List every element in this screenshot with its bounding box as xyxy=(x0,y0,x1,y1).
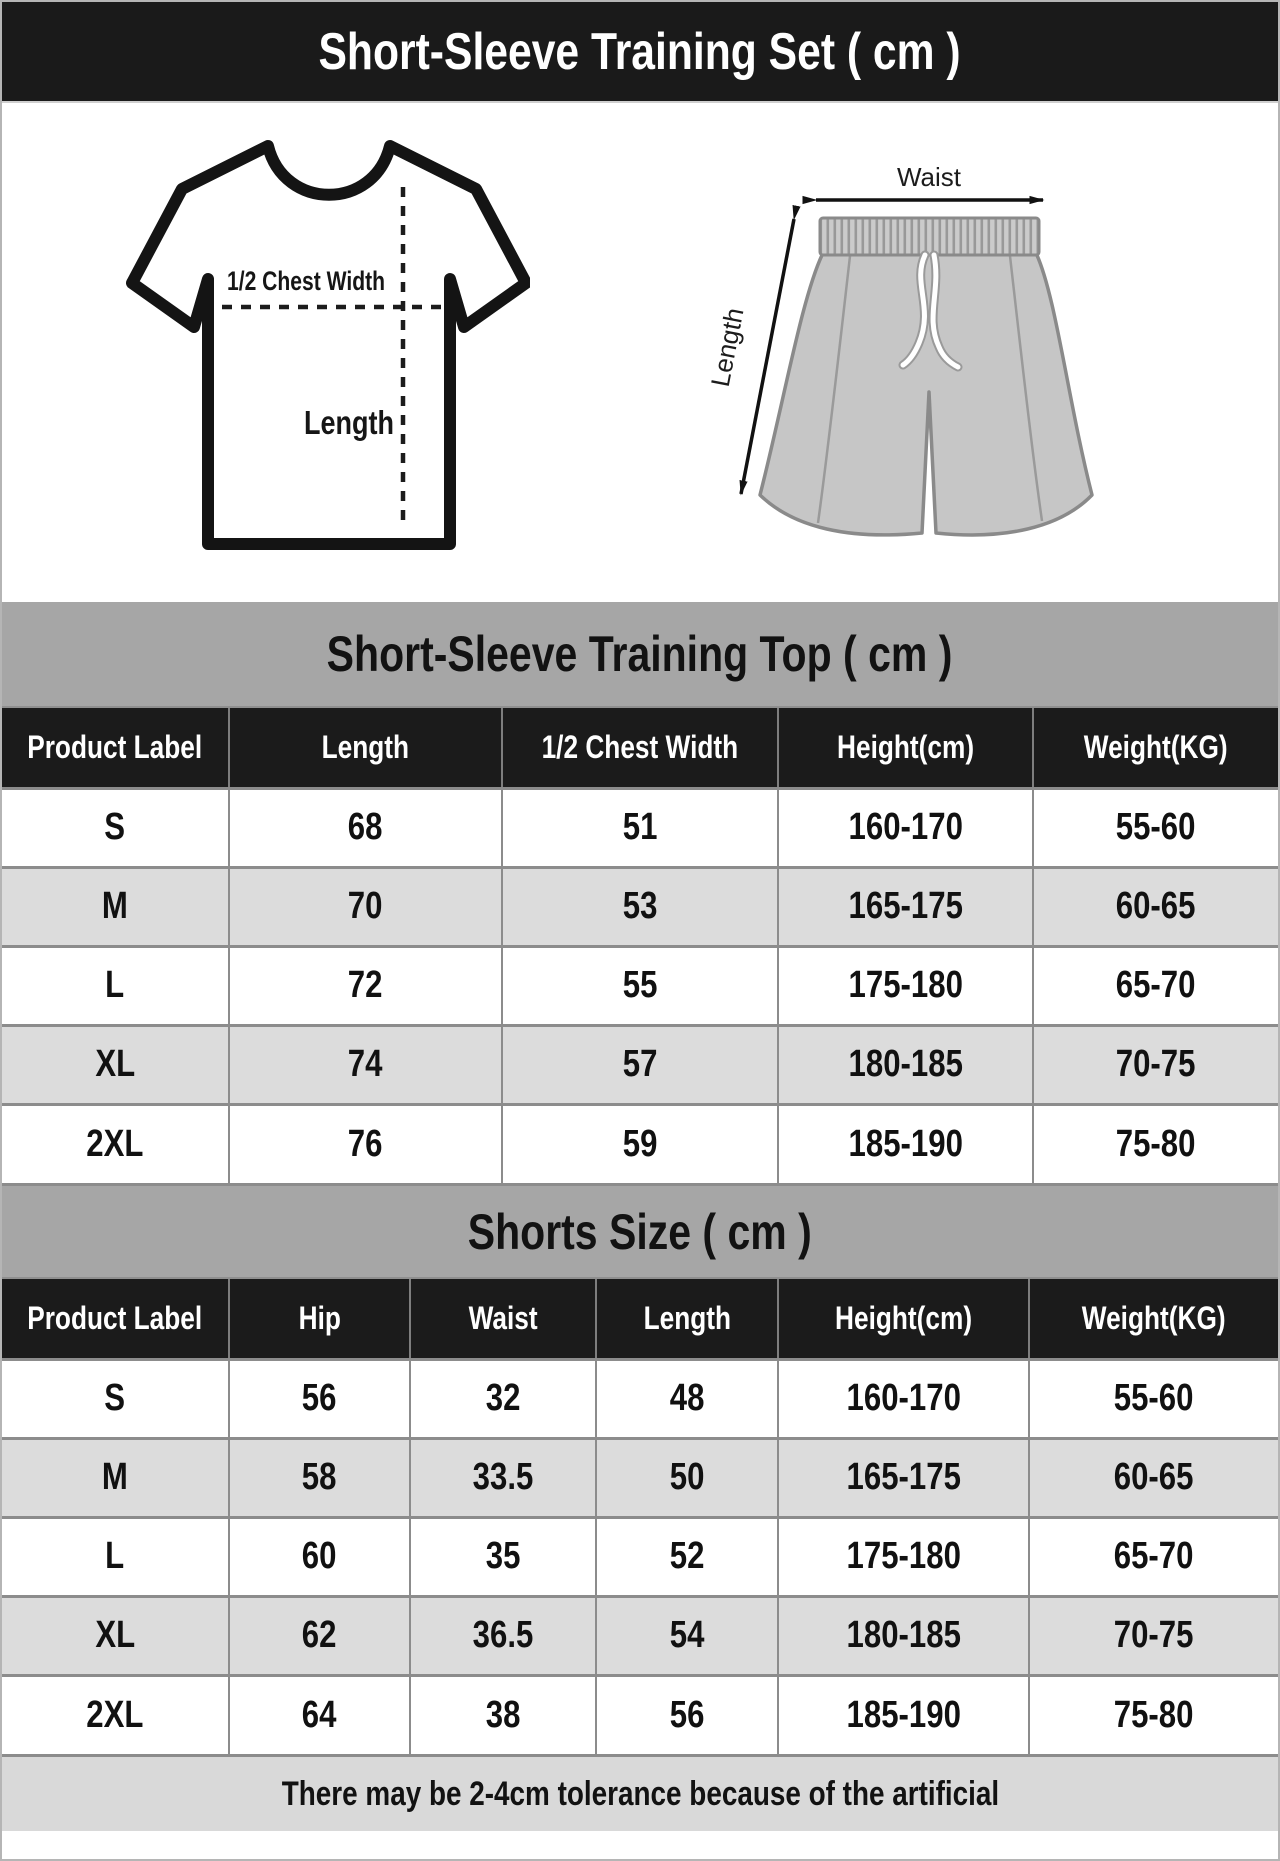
table-row-2xl xyxy=(2,1675,1278,1754)
cell: 48 xyxy=(596,1359,778,1438)
cell: 51 xyxy=(502,788,778,867)
cell: L xyxy=(2,946,229,1025)
cell: 68 xyxy=(229,788,502,867)
column-header-product-label: Product Label xyxy=(2,1279,229,1359)
tolerance-note-text: There may be 2-4cm tolerance because of the artificial xyxy=(281,1774,999,1813)
top-table-banner xyxy=(2,602,1278,708)
column-header-height: Height(cm) xyxy=(778,708,1033,788)
table-row-s xyxy=(2,788,1278,867)
cell: 75-80 xyxy=(1029,1675,1278,1754)
cell: 60-65 xyxy=(1029,1438,1278,1517)
cell: 70-75 xyxy=(1029,1596,1278,1675)
column-header-waist: Waist xyxy=(410,1279,596,1359)
shorts-diagram-icon xyxy=(642,131,1102,561)
cell: 62 xyxy=(229,1596,410,1675)
cell: 54 xyxy=(596,1596,778,1675)
top-size-table xyxy=(2,708,1278,1183)
cell: 55-60 xyxy=(1033,788,1278,867)
cell: 76 xyxy=(229,1104,502,1183)
cell: 55-60 xyxy=(1029,1359,1278,1438)
tshirt-diagram-icon xyxy=(110,131,530,571)
table-row-s xyxy=(2,1359,1278,1438)
cell: 55 xyxy=(502,946,778,1025)
cell: 38 xyxy=(410,1675,596,1754)
cell: 180-185 xyxy=(778,1596,1029,1675)
cell: 70 xyxy=(229,867,502,946)
cell: 59 xyxy=(502,1104,778,1183)
cell: L xyxy=(2,1517,229,1596)
page-title-banner xyxy=(2,2,1278,103)
cell: 2XL xyxy=(2,1675,229,1754)
cell: 70-75 xyxy=(1033,1025,1278,1104)
top-table-title: Short-Sleeve Training Top ( cm ) xyxy=(327,626,953,682)
cell: 35 xyxy=(410,1517,596,1596)
cell: 65-70 xyxy=(1033,946,1278,1025)
tshirt-outline xyxy=(132,146,526,544)
cell: 65-70 xyxy=(1029,1517,1278,1596)
cell: 2XL xyxy=(2,1104,229,1183)
cell: 52 xyxy=(596,1517,778,1596)
cell: 185-190 xyxy=(778,1675,1029,1754)
shorts-table-banner xyxy=(2,1183,1278,1279)
cell: S xyxy=(2,788,229,867)
cell: 160-170 xyxy=(778,1359,1029,1438)
column-header-hip: Hip xyxy=(229,1279,410,1359)
column-header-weight: Weight(KG) xyxy=(1029,1279,1278,1359)
measurement-diagrams xyxy=(2,103,1278,602)
top-table-header-row xyxy=(2,708,1278,788)
table-row-xl xyxy=(2,1596,1278,1675)
cell: 175-180 xyxy=(778,1517,1029,1596)
cell: 56 xyxy=(596,1675,778,1754)
cell: 33.5 xyxy=(410,1438,596,1517)
cell: 56 xyxy=(229,1359,410,1438)
table-row-m xyxy=(2,1438,1278,1517)
cell: 57 xyxy=(502,1025,778,1104)
shorts-waist-label: Waist xyxy=(896,162,962,192)
cell: 180-185 xyxy=(778,1025,1033,1104)
cell: XL xyxy=(2,1025,229,1104)
cell: 58 xyxy=(229,1438,410,1517)
shorts-table-header-row xyxy=(2,1279,1278,1359)
cell: 74 xyxy=(229,1025,502,1104)
cell: 60-65 xyxy=(1033,867,1278,946)
tshirt-length-label: Length xyxy=(304,404,394,441)
column-header-length: Length xyxy=(596,1279,778,1359)
table-row-xl xyxy=(2,1025,1278,1104)
tshirt-chest-label: 1/2 Chest Width xyxy=(227,266,385,296)
cell: 72 xyxy=(229,946,502,1025)
column-header-chest-width: 1/2 Chest Width xyxy=(502,708,778,788)
shorts-waistband xyxy=(820,218,1039,255)
table-row-l xyxy=(2,1517,1278,1596)
cell: 185-190 xyxy=(778,1104,1033,1183)
table-row-2xl xyxy=(2,1104,1278,1183)
cell: 165-175 xyxy=(778,1438,1029,1517)
shorts-table-title: Shorts Size ( cm ) xyxy=(467,1203,813,1260)
column-header-length: Length xyxy=(229,708,502,788)
column-header-height: Height(cm) xyxy=(778,1279,1029,1359)
cell: XL xyxy=(2,1596,229,1675)
cell: 36.5 xyxy=(410,1596,596,1675)
cell: 50 xyxy=(596,1438,778,1517)
cell: 175-180 xyxy=(778,946,1033,1025)
table-row-m xyxy=(2,867,1278,946)
cell: 64 xyxy=(229,1675,410,1754)
cell: S xyxy=(2,1359,229,1438)
shorts-size-table xyxy=(2,1279,1278,1754)
page-title: Short-Sleeve Training Set ( cm ) xyxy=(318,22,962,81)
cell: 75-80 xyxy=(1033,1104,1278,1183)
cell: 160-170 xyxy=(778,788,1033,867)
cell: 53 xyxy=(502,867,778,946)
cell: 60 xyxy=(229,1517,410,1596)
shorts-length-label: Length xyxy=(704,305,750,390)
cell: M xyxy=(2,1438,229,1517)
tolerance-note xyxy=(2,1754,1278,1831)
column-header-product-label: Product Label xyxy=(2,708,229,788)
table-row-l xyxy=(2,946,1278,1025)
column-header-weight: Weight(KG) xyxy=(1033,708,1278,788)
cell: 165-175 xyxy=(778,867,1033,946)
cell: 32 xyxy=(410,1359,596,1438)
cell: M xyxy=(2,867,229,946)
